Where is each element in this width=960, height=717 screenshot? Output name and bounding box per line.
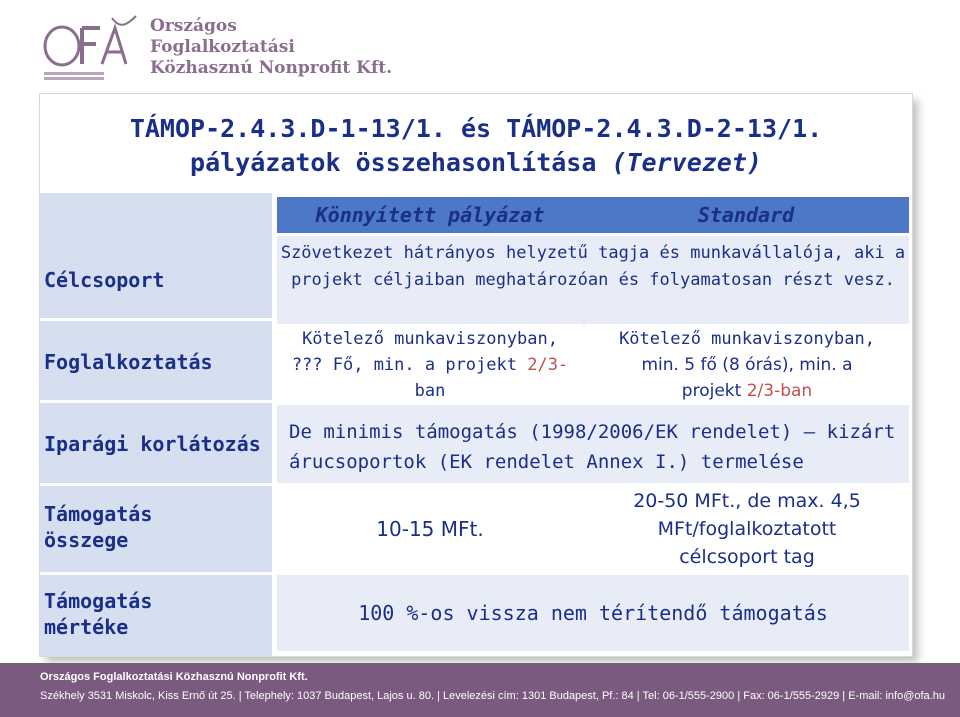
amount-easy-cell: 10-15 MFt.	[277, 486, 583, 572]
row-label-column	[40, 193, 272, 656]
row-divider	[40, 400, 272, 403]
employment-standard-cell: Kötelező munkaviszonyban, min. 5 fő (8 órás), min. a projekt 2/3-ban	[585, 324, 909, 404]
footer-contact: Székhely 3531 Miskolc, Kiss Ernő út 25. | Telephely: 1037 Budapest, Lajos u. 80. | Levelezési cím: 1301 Budapest, Pf.: 84 | Tel: 06-1/555-2900 | Fax: 06-1/555-2929 | E-mail: info@ofa.hu	[40, 690, 945, 702]
employment-easy-cell: Kötelező munkaviszonyban, ??? Fő, min. a projekt 2/3- ban	[277, 324, 583, 404]
footer-organization: Országos Foglalkoztatási Közhasznú Nonprofit Kft.	[40, 671, 308, 683]
row-label-industry-restriction: Iparági korlátozás	[44, 432, 261, 456]
organization-name: Országos Foglalkoztatási Közhasznú Nonprofit Kft.	[150, 16, 393, 78]
row-label-employment: Foglalkoztatás	[44, 350, 213, 374]
col-header-standard: Standard	[583, 197, 909, 233]
target-group-cell: Szövetkezet hátrányos helyzetű tagja és munkavállalója, aki a projekt céljaiban meghatározóan és folyamatosan részt vesz.	[277, 236, 909, 326]
row-label-support-amount: Támogatás összege	[44, 502, 153, 552]
col-header-easy: Könnyített pályázat	[277, 197, 583, 233]
slide-title: TÁMOP-2.4.3.D-1-13/1. és TÁMOP-2.4.3.D-2-13/1. pályázatok összehasonlítása (Tervezet)	[129, 114, 823, 177]
row-divider	[40, 483, 272, 486]
ofa-logo	[40, 14, 140, 84]
industry-restriction-cell: De minimis támogatás (1998/2006/EK rendelet) – kizárt árucsoportok (EK rendelet Annex I.) termelése	[277, 405, 909, 483]
amount-standard-cell: 20-50 MFt., de max. 4,5 MFt/foglalkoztatott célcsoport tag	[585, 486, 909, 573]
row-divider	[40, 572, 272, 575]
row-divider	[40, 318, 272, 321]
row-label-target-group: Célcsoport	[44, 268, 165, 292]
support-rate-cell: 100 %-os vissza nem térítendő támogatás	[277, 575, 909, 651]
row-label-support-rate: Támogatás mértéke	[44, 589, 153, 639]
